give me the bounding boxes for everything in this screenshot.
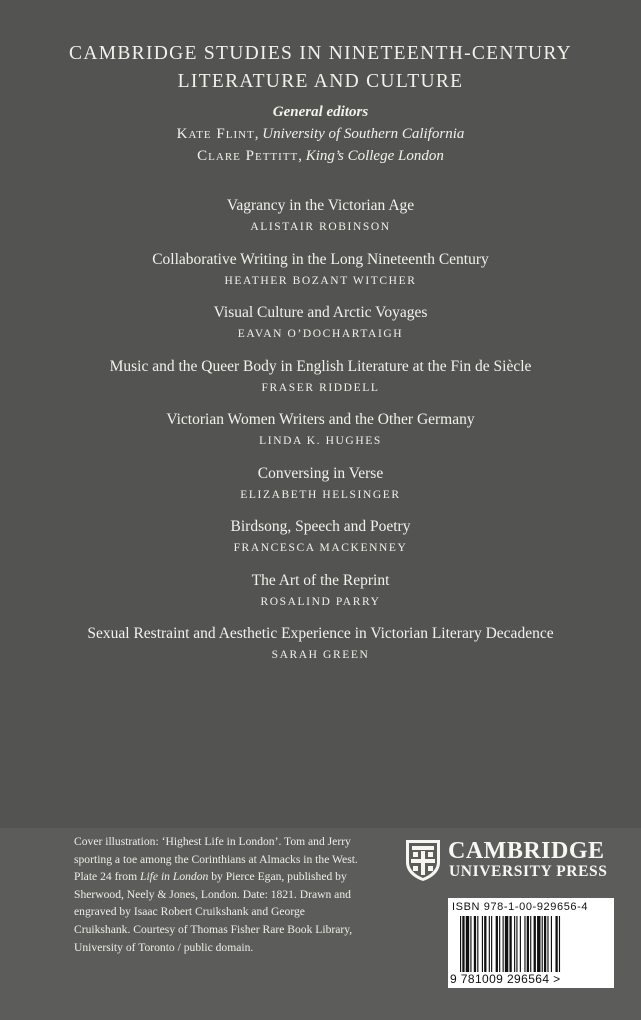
series-title-line-1: CAMBRIDGE STUDIES IN NINETEENTH-CENTURY bbox=[69, 43, 572, 64]
book-title: Sexual Restraint and Aesthetic Experience in Victorian Literary Decadence bbox=[87, 625, 554, 642]
editor-name: Clare Pettitt bbox=[197, 148, 299, 164]
book-entry bbox=[0, 303, 641, 342]
barcode-bar bbox=[505, 916, 508, 972]
barcode-bar bbox=[482, 916, 483, 972]
barcode-bar bbox=[460, 916, 461, 972]
book-title: Music and the Queer Body in English Literature at the Fin de Siècle bbox=[109, 357, 532, 375]
book-author: ALISTAIR ROBINSON bbox=[250, 221, 391, 233]
barcode-bar bbox=[509, 916, 511, 972]
barcode-digits: 9 781009 296564 > bbox=[450, 972, 561, 986]
publisher-subname: UNIVERSITY PRESS bbox=[449, 863, 608, 880]
series-title bbox=[0, 40, 641, 96]
barcode-bar bbox=[499, 916, 500, 972]
book-author: SARAH GREEN bbox=[271, 649, 370, 661]
barcode-bar bbox=[534, 916, 536, 972]
book-title: The Art of the Reprint bbox=[251, 571, 390, 589]
book-entry bbox=[0, 196, 641, 235]
book-author: ELIZABETH HELSINGER bbox=[240, 488, 401, 501]
barcode-bar bbox=[520, 916, 521, 972]
book-entry bbox=[0, 624, 641, 663]
book-entry bbox=[0, 357, 641, 396]
book-author: EAVAN O’DOCHARTAIGH bbox=[237, 328, 404, 340]
barcode-bar bbox=[524, 916, 525, 972]
barcode-bar bbox=[503, 916, 504, 972]
barcode-bar bbox=[466, 916, 469, 972]
cambridge-crest-icon bbox=[404, 838, 442, 882]
barcode-bar bbox=[484, 916, 486, 972]
barcode-bar bbox=[530, 916, 531, 972]
isbn-text: ISBN 978-1-00-929656-4 bbox=[452, 901, 589, 913]
barcode-bar bbox=[559, 916, 560, 972]
caption-book-title: Life in London bbox=[140, 870, 209, 884]
editors-heading: General editors bbox=[272, 104, 369, 120]
book-title: Conversing in Verse bbox=[257, 464, 384, 482]
caption-text: Cover illustration: ‘Highest Life in London’. Tom and Jerry sporting a toe among the Corinthians at Almacks in the West. Plate 24 from bbox=[74, 835, 358, 884]
barcode-bar bbox=[547, 916, 548, 972]
book-author: HEATHER BOZANT WITCHER bbox=[224, 274, 417, 287]
caption-text-cont: by Pierce Egan, published by Sherwood, Neely & Jones, London. Date: 1821. Drawn and engraved by Isaac Robert Cruikshank and George Cruikshank. Courtesy of Thomas Fisher Rare Book Library, University of Toronto / public domain. bbox=[74, 870, 353, 954]
book-title: Visual Culture and Arctic Voyages bbox=[213, 304, 428, 321]
publisher-logo bbox=[404, 838, 619, 886]
book-entry bbox=[0, 464, 641, 503]
barcode-bar bbox=[555, 916, 557, 972]
barcode-bar bbox=[474, 916, 476, 972]
editor-affiliation: King’s College London bbox=[305, 148, 444, 164]
book-title: Vagrancy in the Victorian Age bbox=[226, 197, 415, 214]
publisher-name: CAMBRIDGE bbox=[448, 838, 605, 864]
book-entry bbox=[0, 250, 641, 289]
barcode-bar bbox=[514, 916, 515, 972]
barcode-bar bbox=[470, 916, 471, 972]
isbn-barcode bbox=[448, 898, 614, 988]
barcode-bar bbox=[527, 916, 529, 972]
series-title-line-2: LITERATURE AND CULTURE bbox=[177, 71, 464, 92]
book-author: ROSALIND PARRY bbox=[260, 595, 381, 608]
barcode-bar bbox=[491, 916, 492, 972]
book-title: Birdsong, Speech and Poetry bbox=[230, 518, 411, 535]
editor-line: Kate Flint, University of Southern California bbox=[176, 126, 465, 142]
general-editors bbox=[0, 101, 641, 167]
book-title: Collaborative Writing in the Long Nineteenth Century bbox=[152, 250, 489, 268]
barcode-bar bbox=[544, 916, 546, 972]
barcode-bar bbox=[496, 916, 498, 972]
barcode-bar bbox=[537, 916, 540, 972]
book-entry bbox=[0, 571, 641, 610]
barcode-bar bbox=[477, 916, 478, 972]
editor-line: Clare Pettitt, King’s College London bbox=[197, 148, 444, 164]
book-entry bbox=[0, 517, 641, 556]
barcode-bar bbox=[516, 916, 517, 972]
book-entry bbox=[0, 410, 641, 449]
book-title: Victorian Women Writers and the Other Germany bbox=[166, 411, 475, 428]
book-author: LINDA K. HUGHES bbox=[259, 435, 382, 447]
book-author: FRASER RIDDELL bbox=[261, 381, 380, 394]
barcode-bar bbox=[489, 916, 490, 972]
barcode-bar bbox=[462, 916, 464, 972]
barcode-bar bbox=[542, 916, 543, 972]
book-author: FRANCESCA MACKENNEY bbox=[233, 542, 408, 554]
barcode-bar bbox=[551, 916, 552, 972]
editor-affiliation: University of Southern California bbox=[262, 126, 465, 142]
editor-name: Kate Flint bbox=[176, 126, 255, 142]
cover-illustration-credit bbox=[74, 833, 364, 956]
